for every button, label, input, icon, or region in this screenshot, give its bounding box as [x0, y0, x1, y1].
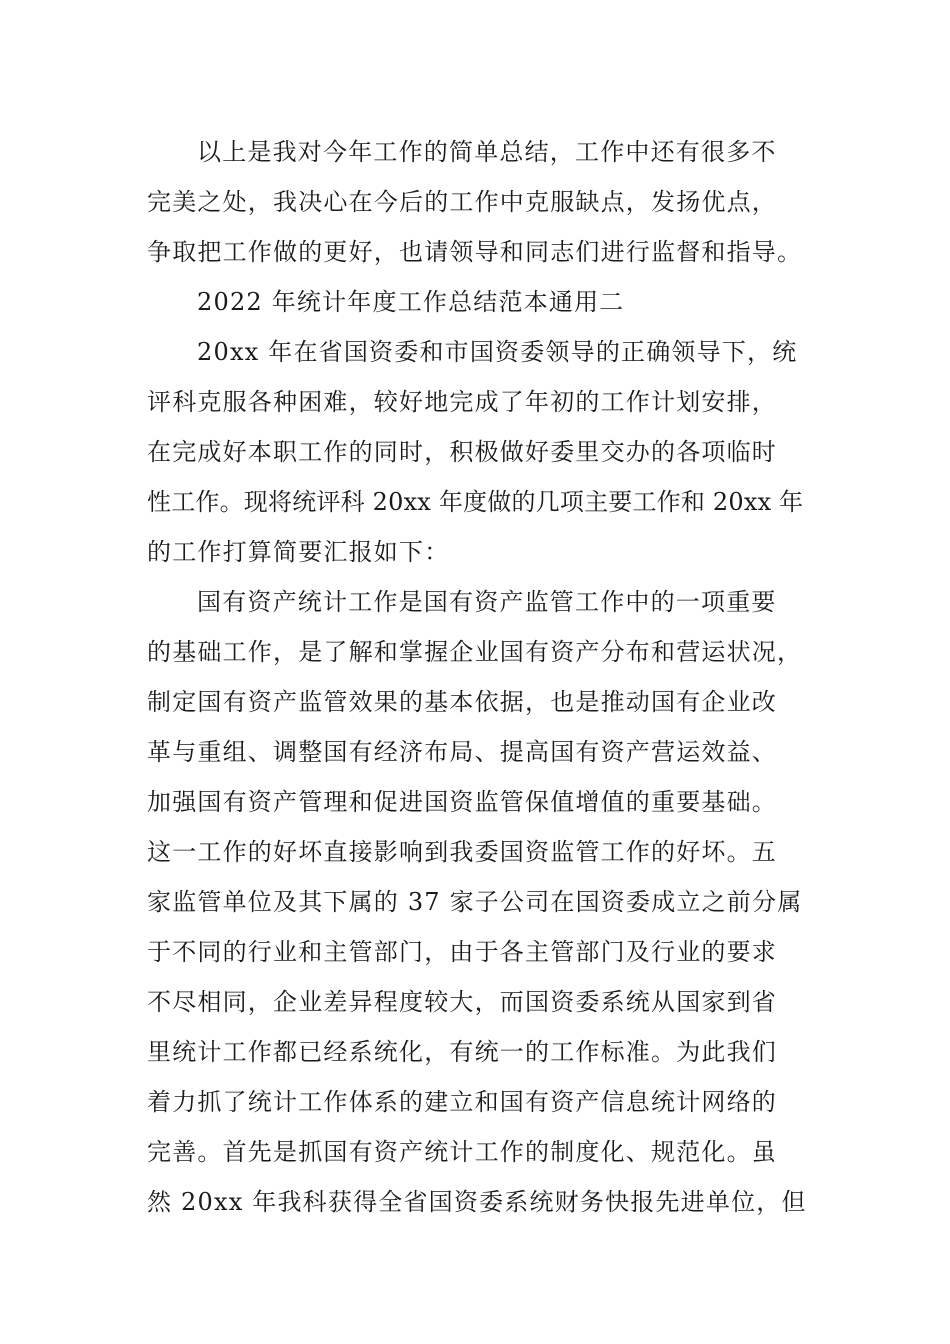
paragraph-3-line-4: 性工作。现将统评科 20xx 年度做的几项主要工作和 20xx 年	[147, 488, 804, 516]
paragraph-3-line-1: 20xx 年在省国资委和市国资委领导的正确领导下，统	[197, 338, 798, 366]
paragraph-4-line-12: 完善。首先是抓国有资产统计工作的制度化、规范化。虽	[147, 1138, 777, 1166]
paragraph-4-line-8: 于不同的行业和主管部门，由于各主管部门及行业的要求	[147, 938, 777, 966]
section-heading: 2022 年统计年度工作总结范本通用二	[197, 288, 625, 316]
paragraph-4-line-5: 加强国有资产管理和促进国资监管保值增值的重要基础。	[147, 788, 777, 816]
paragraph-4-line-4: 革与重组、调整国有经济布局、提高国有资产营运效益、	[147, 738, 777, 766]
paragraph-4-line-9: 不尽相同，企业差异程度较大，而国资委系统从国家到省	[147, 988, 777, 1016]
paragraph-4-line-10: 里统计工作都已经系统化，有统一的工作标准。为此我们	[147, 1038, 777, 1066]
paragraph-4-line-7: 家监管单位及其下属的 37 家子公司在国资委成立之前分属	[147, 888, 803, 916]
paragraph-4-line-3: 制定国有资产监管效果的基本依据，也是推动国有企业改	[147, 688, 777, 716]
paragraph-4-line-1: 国有资产统计工作是国有资产监管工作中的一项重要	[197, 588, 777, 616]
paragraph-4-line-13: 然 20xx 年我科获得全省国资委系统财务快报先进单位，但	[147, 1188, 807, 1216]
paragraph-3-line-2: 评科克服各种困难，较好地完成了年初的工作计划安排，	[147, 388, 777, 416]
paragraph-1-line-2: 完美之处，我决心在今后的工作中克服缺点，发扬优点，	[147, 188, 777, 216]
paragraph-4-line-2: 的基础工作，是了解和掌握企业国有资产分布和营运状况，	[147, 638, 803, 666]
paragraph-4-line-11: 着力抓了统计工作体系的建立和国有资产信息统计网络的	[147, 1088, 777, 1116]
paragraph-3-line-3: 在完成好本职工作的同时，积极做好委里交办的各项临时	[147, 438, 777, 466]
paragraph-4-line-6: 这一工作的好坏直接影响到我委国资监管工作的好坏。五	[147, 838, 777, 866]
paragraph-3-line-5: 的工作打算简要汇报如下：	[147, 538, 450, 566]
paragraph-1-line-3: 争取把工作做的更好，也请领导和同志们进行监督和指导。	[147, 238, 803, 266]
paragraph-1-line-1: 以上是我对今年工作的简单总结，工作中还有很多不	[197, 138, 777, 166]
